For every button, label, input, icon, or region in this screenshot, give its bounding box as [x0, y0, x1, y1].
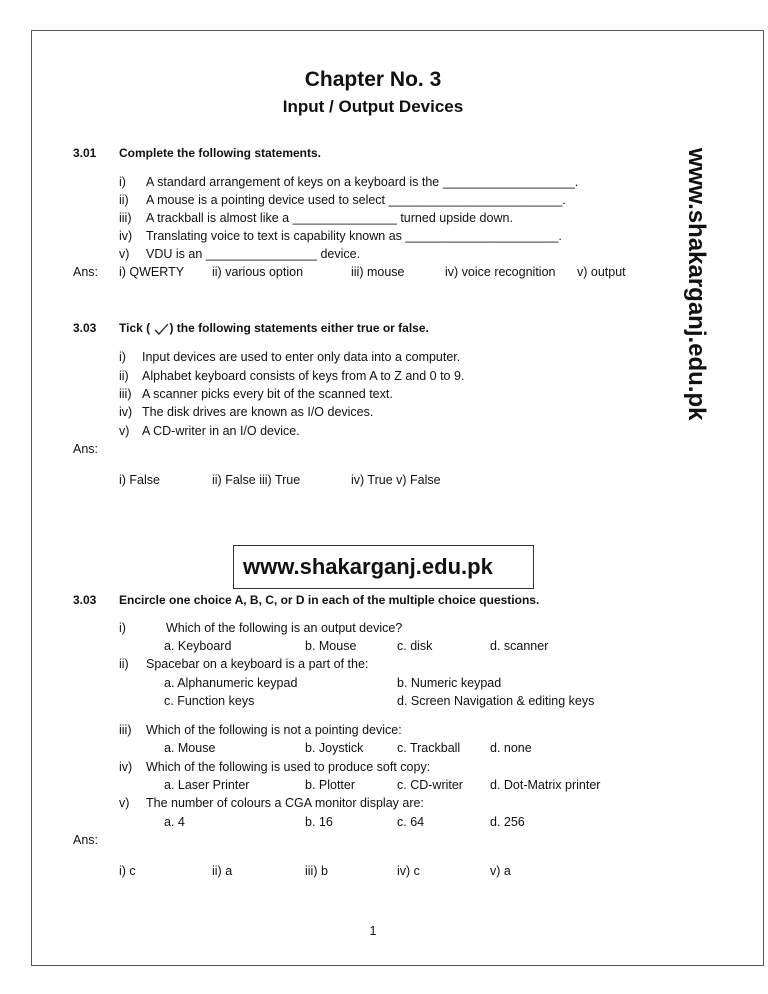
- q3-option: d. scanner: [490, 639, 549, 653]
- q2-item-text: Alphabet keyboard consists of keys from A to Z and 0 to 9.: [142, 369, 465, 383]
- q3-option: c. CD-writer: [397, 778, 463, 792]
- q3-answer: iii) b: [305, 864, 328, 878]
- q3-option: a. Mouse: [164, 741, 216, 755]
- q3-option: d. Dot-Matrix printer: [490, 778, 601, 792]
- q3-option: a. Keyboard: [164, 639, 232, 653]
- q1-answer: v) output: [577, 265, 626, 279]
- q3-item-num: i): [119, 621, 126, 635]
- q2-ans-label: Ans:: [73, 442, 99, 456]
- q3-option: b. Plotter: [305, 778, 356, 792]
- q1-instruction: Complete the following statements.: [119, 146, 322, 160]
- q1-ans-label: Ans:: [73, 265, 99, 279]
- q3-question: Which of the following is an output device?: [166, 621, 403, 635]
- q3-item-num: iii): [119, 723, 132, 737]
- q2-item-num: i): [119, 350, 126, 364]
- q3-option: b. Numeric keypad: [397, 676, 502, 690]
- q3-question: The number of colours a CGA monitor display are:: [146, 796, 424, 810]
- q3-option: a. 4: [164, 815, 185, 829]
- q3-answer: i) c: [119, 864, 136, 878]
- q3-number: 3.03: [73, 593, 97, 607]
- q3-option: b. Mouse: [305, 639, 357, 653]
- chapter-topic: Input / Output Devices: [282, 97, 464, 116]
- q2-item-text: A scanner picks every bit of the scanned text.: [142, 387, 393, 401]
- q2-answer: iv) True v) False: [351, 473, 441, 487]
- q1-answer: iii) mouse: [351, 265, 405, 279]
- q3-option: c. disk: [397, 639, 433, 653]
- q3-item-num: ii): [119, 657, 129, 671]
- q3-instruction: Encircle one choice A, B, C, or D in each of the multiple choice questions.: [119, 593, 540, 607]
- q1-item-num: ii): [119, 193, 129, 207]
- q2-item-text: Input devices are used to enter only data into a computer.: [142, 350, 461, 364]
- q3-option: b. 16: [305, 815, 333, 829]
- q3-option: d. 256: [490, 815, 525, 829]
- q3-option: d. none: [490, 741, 532, 755]
- q3-option: d. Screen Navigation & editing keys: [397, 694, 595, 708]
- q3-option: b. Joystick: [305, 741, 364, 755]
- q2-instruction-start: Tick (: [119, 321, 151, 335]
- q3-answer: ii) a: [212, 864, 233, 878]
- q3-item-num: v): [119, 796, 130, 810]
- q1-item-num: iii): [119, 211, 132, 225]
- q1-item-num: v): [119, 247, 130, 261]
- q3-answer: iv) c: [397, 864, 420, 878]
- q1-item-num: i): [119, 175, 126, 189]
- q2-item-text: The disk drives are known as I/O devices.: [142, 405, 374, 419]
- q2-item-text: A CD-writer in an I/O device.: [142, 424, 300, 438]
- q1-answer: iv) voice recognition: [445, 265, 556, 279]
- tick-mark-icon: [153, 323, 169, 335]
- q1-item-text: Translating voice to text is capability known as ______________________.: [146, 229, 562, 243]
- q2-item-num: iv): [119, 405, 133, 419]
- page-number: 1: [369, 924, 377, 938]
- q2-instruction: [119, 321, 429, 335]
- q2-number: 3.03: [73, 321, 97, 335]
- q3-option: c. Function keys: [164, 694, 255, 708]
- side-watermark: www.shakarganj.edu.pk: [683, 148, 710, 421]
- q3-option: a. Laser Printer: [164, 778, 250, 792]
- q2-item-num: v): [119, 424, 130, 438]
- q2-answer: i) False: [119, 473, 160, 487]
- q3-ans-label: Ans:: [73, 833, 99, 847]
- q2-instruction-end: ) the following statements either true or false.: [169, 321, 429, 335]
- q3-answer: v) a: [490, 864, 511, 878]
- q1-answer: i) QWERTY: [119, 265, 185, 279]
- q3-item-num: iv): [119, 760, 133, 774]
- q1-item-text: VDU is an ________________ device.: [146, 247, 361, 261]
- q1-number: 3.01: [73, 146, 97, 160]
- chapter-title: Chapter No. 3: [304, 68, 442, 91]
- q1-item-text: A trackball is almost like a _______________ turned upside down.: [146, 211, 513, 225]
- q2-answer: ii) False iii) True: [212, 473, 301, 487]
- q3-question: Which of the following is used to produce soft copy:: [146, 760, 431, 774]
- q2-item-num: iii): [119, 387, 132, 401]
- q1-item-text: A mouse is a pointing device used to select _________________________.: [146, 193, 566, 207]
- q3-question: Spacebar on a keyboard is a part of the:: [146, 657, 369, 671]
- q1-item-text: A standard arrangement of keys on a keyboard is the ___________________.: [146, 175, 579, 189]
- website-banner: [233, 545, 534, 589]
- q2-item-num: ii): [119, 369, 129, 383]
- q3-option: c. Trackball: [397, 741, 461, 755]
- q3-option: c. 64: [397, 815, 425, 829]
- q3-question: Which of the following is not a pointing device:: [146, 723, 402, 737]
- q1-item-num: iv): [119, 229, 133, 243]
- website-banner-text: www.shakarganj.edu.pk: [243, 554, 493, 579]
- q3-option: a. Alphanumeric keypad: [164, 676, 298, 690]
- q1-answer: ii) various option: [212, 265, 304, 279]
